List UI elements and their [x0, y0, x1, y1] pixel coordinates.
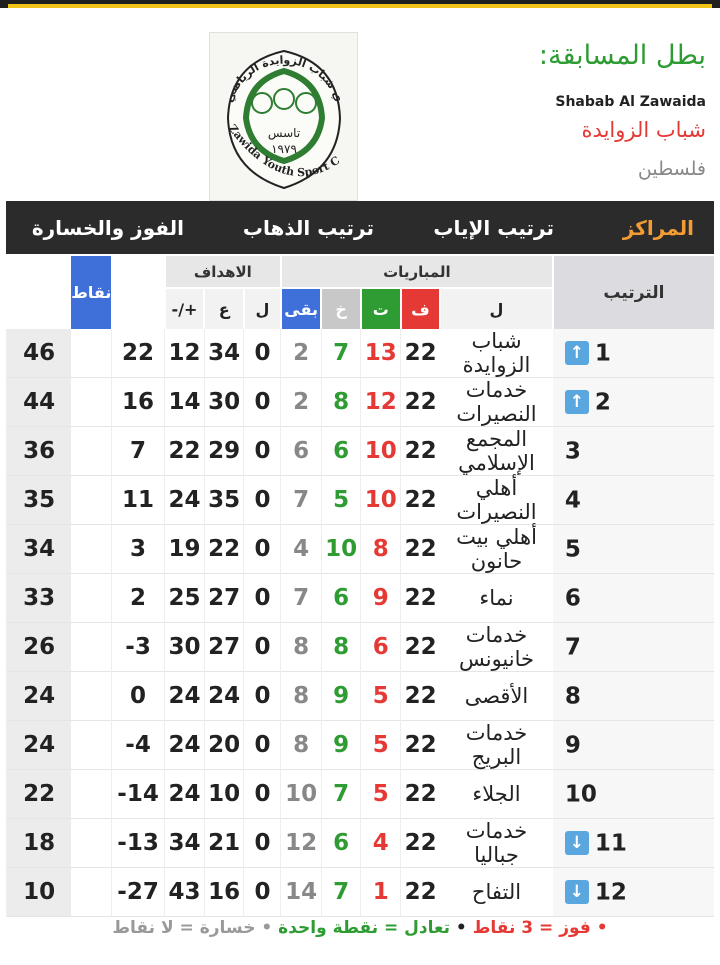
row-gap: [71, 476, 111, 525]
goals-against-cell: 30: [165, 623, 205, 672]
played-cell: 22: [401, 819, 441, 868]
played-cell: 22: [401, 868, 441, 917]
legend-win: فوز = 3 نقاط: [472, 918, 591, 938]
header-goals-for: ل: [244, 288, 281, 329]
row-gap: [71, 378, 111, 427]
remaining-cell: 0: [244, 721, 281, 770]
position-cell: [553, 721, 714, 770]
lost-cell: 10: [281, 770, 321, 819]
row-gap: [71, 623, 111, 672]
tab-win-loss[interactable]: الفوز والخسارة: [31, 215, 184, 240]
goals-for-cell: 24: [204, 672, 244, 721]
goals-against-cell: 43: [165, 868, 205, 917]
won-cell: 10: [361, 427, 401, 476]
won-cell: 5: [361, 770, 401, 819]
remaining-cell: 0: [244, 770, 281, 819]
goals-for-cell: 27: [204, 574, 244, 623]
goal-diff-cell: 16: [111, 378, 164, 427]
team-name: أهلي النصيرات: [440, 476, 553, 525]
played-cell: 22: [401, 427, 441, 476]
won-cell: 10: [361, 476, 401, 525]
remaining-cell: 0: [244, 574, 281, 623]
table-row[interactable]: [7, 476, 715, 525]
goal-diff-cell: 14-: [111, 770, 164, 819]
lost-cell: 2: [281, 378, 321, 427]
remaining-cell: 0: [244, 525, 281, 574]
position-number: 8: [564, 683, 581, 710]
position-cell: [553, 672, 714, 721]
position-cell: [553, 623, 714, 672]
lost-cell: 12: [281, 819, 321, 868]
goals-against-cell: 24: [165, 476, 205, 525]
goals-against-cell: 24: [165, 721, 205, 770]
position-cell: [553, 525, 714, 574]
goals-against-cell: 24: [165, 770, 205, 819]
logo-club-ar: ي شباب الزوايدة الرياضي: [222, 53, 346, 105]
header-goals-against: ع: [204, 288, 244, 329]
won-cell: 5: [361, 672, 401, 721]
position-number: 4: [564, 487, 581, 514]
row-gap: [71, 574, 111, 623]
goal-diff-cell: 22: [111, 329, 164, 378]
table-row[interactable]: [7, 868, 715, 917]
arrow-down-icon: ↓: [565, 880, 589, 904]
header-played: ل: [440, 288, 553, 329]
table-row[interactable]: [7, 770, 715, 819]
goal-diff-cell: 13-: [111, 819, 164, 868]
team-name: شباب الزوايدة: [440, 329, 553, 378]
position-number: 2: [594, 389, 611, 416]
header-won: ف: [401, 288, 441, 329]
played-cell: 22: [401, 378, 441, 427]
legend-draw: تعادل = نقطة واحدة: [278, 918, 450, 938]
drawn-cell: 6: [321, 574, 361, 623]
table-row[interactable]: [7, 819, 715, 868]
goal-diff-cell: 11: [111, 476, 164, 525]
tab-second-leg[interactable]: ترتيب الإياب: [433, 215, 554, 240]
drawn-cell: 7: [321, 868, 361, 917]
table-row[interactable]: [7, 329, 715, 378]
team-name: نماء: [440, 574, 553, 623]
played-cell: 22: [401, 329, 441, 378]
goals-against-cell: 34: [165, 819, 205, 868]
table-row[interactable]: [7, 721, 715, 770]
won-cell: 9: [361, 574, 401, 623]
row-gap: [71, 525, 111, 574]
points-cell: 24: [7, 721, 72, 770]
row-gap: [71, 819, 111, 868]
team-name: الأقصى: [440, 672, 553, 721]
played-cell: 22: [401, 525, 441, 574]
won-cell: 13: [361, 329, 401, 378]
position-cell: [553, 819, 714, 868]
goals-for-cell: 22: [204, 525, 244, 574]
logo-founded-label: تاسس: [267, 126, 301, 140]
won-cell: 12: [361, 378, 401, 427]
header-goal-diff: +/-: [165, 288, 205, 329]
tab-first-leg[interactable]: ترتيب الذهاب: [242, 215, 374, 240]
row-gap: [71, 770, 111, 819]
won-cell: 4: [361, 819, 401, 868]
goal-diff-cell: 3: [111, 525, 164, 574]
goals-against-cell: 19: [165, 525, 205, 574]
arrow-up-icon: ↑: [565, 341, 589, 365]
drawn-cell: 5: [321, 476, 361, 525]
position-number: 11: [594, 830, 627, 857]
row-gap: [71, 721, 111, 770]
remaining-cell: 0: [244, 672, 281, 721]
team-name: المجمع الإسلامي: [440, 427, 553, 476]
points-cell: 10: [7, 868, 72, 917]
logo-club-en: Zawida Youth Sport C: [225, 122, 343, 180]
champion-country: فلسطين: [637, 158, 706, 180]
arrow-down-icon: ↓: [565, 831, 589, 855]
team-name: خدمات البريج: [440, 721, 553, 770]
drawn-cell: 6: [321, 427, 361, 476]
position-number: 3: [564, 438, 581, 465]
remaining-cell: 0: [244, 819, 281, 868]
goals-against-cell: 12: [165, 329, 205, 378]
legend-bullet: •: [261, 918, 273, 938]
team-name: التفاح: [440, 868, 553, 917]
club-logo-icon: [210, 33, 357, 200]
header-goals: الاهداف: [165, 256, 281, 288]
lost-cell: 4: [281, 525, 321, 574]
legend-loss: خسارة = لا نقاط: [112, 918, 256, 938]
position-cell: [553, 427, 714, 476]
goals-for-cell: 20: [204, 721, 244, 770]
points-cell: 26: [7, 623, 72, 672]
club-logo: [209, 32, 358, 201]
champion-team-en: Shabab Al Zawaida: [555, 94, 706, 110]
points-cell: 34: [7, 525, 72, 574]
position-cell: [553, 574, 714, 623]
points-cell: 24: [7, 672, 72, 721]
goals-for-cell: 34: [204, 329, 244, 378]
table-row[interactable]: [7, 525, 715, 574]
remaining-cell: 0: [244, 427, 281, 476]
drawn-cell: 10: [321, 525, 361, 574]
played-cell: 22: [401, 770, 441, 819]
remaining-cell: 0: [244, 329, 281, 378]
drawn-cell: 8: [321, 378, 361, 427]
header-matches: المباريات: [281, 256, 553, 288]
remaining-cell: 0: [244, 476, 281, 525]
drawn-cell: 7: [321, 770, 361, 819]
points-cell: 18: [7, 819, 72, 868]
position-number: 5: [564, 536, 581, 563]
lost-cell: 7: [281, 476, 321, 525]
lost-cell: 8: [281, 721, 321, 770]
goals-for-cell: 27: [204, 623, 244, 672]
goals-for-cell: 16: [204, 868, 244, 917]
played-cell: 22: [401, 574, 441, 623]
goals-for-cell: 29: [204, 427, 244, 476]
position-number: 1: [594, 340, 611, 367]
row-gap: [71, 672, 111, 721]
standings-table: [6, 256, 714, 917]
table-row[interactable]: [7, 574, 715, 623]
drawn-cell: 9: [321, 672, 361, 721]
header-rank: الترتيب: [553, 256, 714, 329]
lost-cell: 8: [281, 623, 321, 672]
position-cell: [553, 868, 714, 917]
champion-section: [0, 10, 720, 200]
goal-diff-cell: 3-: [111, 623, 164, 672]
goals-against-cell: 22: [165, 427, 205, 476]
won-cell: 8: [361, 525, 401, 574]
header-lost: خ: [321, 288, 361, 329]
goal-diff-cell: 4-: [111, 721, 164, 770]
position-number: 10: [564, 781, 597, 808]
position-number: 6: [564, 585, 581, 612]
played-cell: 22: [401, 721, 441, 770]
header-drawn: ت: [361, 288, 401, 329]
header-remaining: بقى: [281, 288, 321, 329]
position-number: 7: [564, 634, 581, 661]
top-bar: [0, 0, 720, 8]
tabs-bar: [6, 201, 714, 254]
position-cell: [553, 476, 714, 525]
team-name: خدمات النصيرات: [440, 378, 553, 427]
goal-diff-cell: 7: [111, 427, 164, 476]
row-gap: [71, 427, 111, 476]
legend-bullet: •: [596, 918, 608, 938]
won-cell: 6: [361, 623, 401, 672]
position-cell: [553, 770, 714, 819]
drawn-cell: 8: [321, 623, 361, 672]
goals-against-cell: 25: [165, 574, 205, 623]
goals-for-cell: 30: [204, 378, 244, 427]
drawn-cell: 9: [321, 721, 361, 770]
goals-against-cell: 24: [165, 672, 205, 721]
team-name: أهلي بيت حانون: [440, 525, 553, 574]
champion-title: بطل المسابقة:: [538, 40, 706, 71]
position-number: 9: [564, 732, 581, 759]
legend-bullet: •: [455, 918, 467, 938]
won-cell: 1: [361, 868, 401, 917]
goals-for-cell: 35: [204, 476, 244, 525]
row-gap: [71, 868, 111, 917]
goal-diff-cell: 2: [111, 574, 164, 623]
points-cell: 35: [7, 476, 72, 525]
points-cell: 44: [7, 378, 72, 427]
goal-diff-cell: 27-: [111, 868, 164, 917]
lost-cell: 2: [281, 329, 321, 378]
position-cell: [553, 329, 714, 378]
position-cell: [553, 378, 714, 427]
tab-standings[interactable]: المراكز: [622, 215, 694, 240]
table-row[interactable]: [7, 672, 715, 721]
points-cell: 46: [7, 329, 72, 378]
table-row[interactable]: [7, 427, 715, 476]
won-cell: 5: [361, 721, 401, 770]
table-row[interactable]: [7, 378, 715, 427]
points-cell: 36: [7, 427, 72, 476]
goals-against-cell: 14: [165, 378, 205, 427]
lost-cell: 7: [281, 574, 321, 623]
remaining-cell: 0: [244, 378, 281, 427]
lost-cell: 14: [281, 868, 321, 917]
played-cell: 22: [401, 672, 441, 721]
points-legend: [0, 918, 720, 938]
goals-for-cell: 21: [204, 819, 244, 868]
points-cell: 33: [7, 574, 72, 623]
played-cell: 22: [401, 623, 441, 672]
drawn-cell: 7: [321, 329, 361, 378]
header-gap: [111, 256, 164, 329]
lost-cell: 8: [281, 672, 321, 721]
champion-team-ar[interactable]: شباب الزوايدة: [581, 118, 706, 142]
row-gap: [71, 329, 111, 378]
goals-for-cell: 10: [204, 770, 244, 819]
remaining-cell: 0: [244, 868, 281, 917]
remaining-cell: 0: [244, 623, 281, 672]
drawn-cell: 6: [321, 819, 361, 868]
team-name: خدمات جباليا: [440, 819, 553, 868]
logo-founded-year: ١٩٧٩: [271, 142, 297, 156]
team-name: خدمات خانيونس: [440, 623, 553, 672]
goal-diff-cell: 0: [111, 672, 164, 721]
top-bar-accent: [8, 4, 712, 8]
position-number: 12: [594, 879, 627, 906]
arrow-up-icon: ↑: [565, 390, 589, 414]
team-name: الجلاء: [440, 770, 553, 819]
points-cell: 22: [7, 770, 72, 819]
table-row[interactable]: [7, 623, 715, 672]
played-cell: 22: [401, 476, 441, 525]
lost-cell: 6: [281, 427, 321, 476]
header-points: نقاط: [71, 256, 111, 329]
